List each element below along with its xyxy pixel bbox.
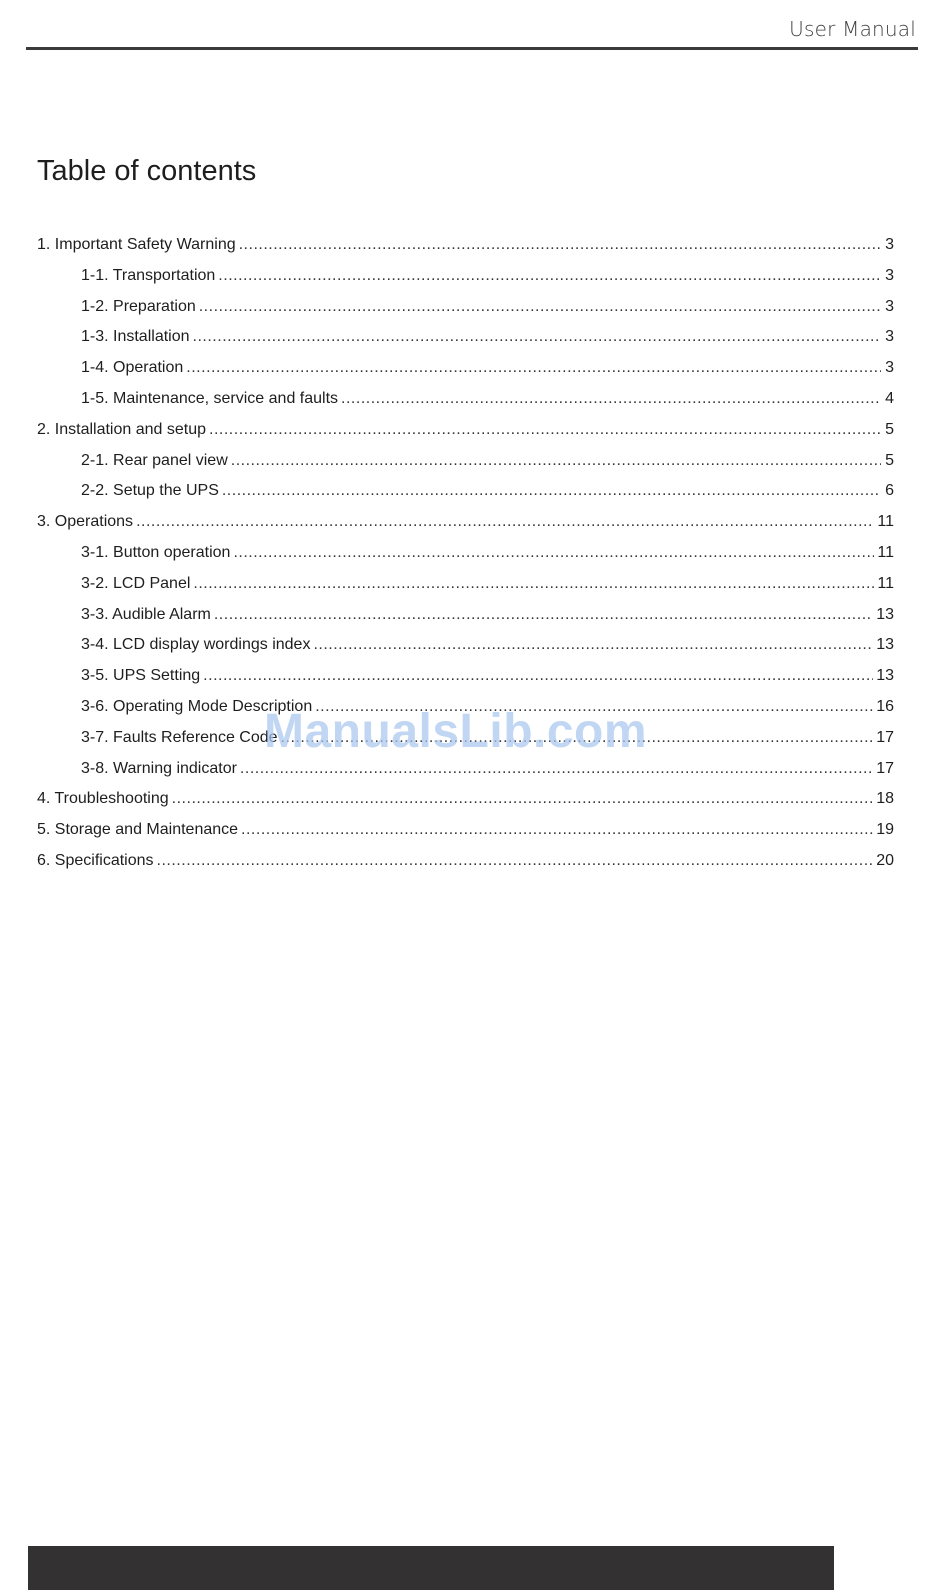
toc-dot-leader: [233, 544, 874, 562]
toc-entry-label: 3-1. Button operation: [81, 543, 231, 561]
toc-entry-page-number: 11: [877, 574, 894, 592]
toc-entry-label: 3. Operations: [37, 513, 134, 531]
toc-entry-page-number: 20: [876, 851, 894, 869]
toc-dot-leader: [281, 729, 874, 747]
toc-dot-leader: [209, 421, 881, 439]
toc-dot-leader: [157, 852, 874, 870]
toc-entry[interactable]: [37, 852, 894, 883]
toc-entry-page-number: 13: [876, 667, 894, 685]
toc-entry-label: 2-2. Setup the UPS: [81, 482, 219, 500]
toc-entry-page-number: 3: [885, 359, 894, 377]
toc-entry-page-number: 6: [885, 482, 894, 500]
toc-entry-label: 2-1. Rear panel view: [81, 451, 228, 469]
toc-entry-label: 3-6. Operating Mode Description: [81, 697, 313, 715]
toc-entry[interactable]: [37, 298, 894, 329]
toc-entry[interactable]: [37, 698, 894, 729]
toc-entry-page-number: 4: [885, 389, 894, 407]
toc-dot-leader: [172, 790, 874, 808]
toc-entry-page-number: 3: [885, 297, 894, 315]
toc-dot-leader: [241, 821, 873, 839]
toc-entry-label: 1-3. Installation: [81, 328, 190, 346]
toc-entry[interactable]: [37, 575, 894, 606]
header-title: User Manual: [789, 17, 916, 41]
toc-entry-page-number: 3: [885, 236, 894, 253]
toc-entry[interactable]: [37, 790, 894, 821]
toc-entry[interactable]: [37, 236, 894, 267]
toc-entry-label: 1-1. Transportation: [81, 266, 216, 284]
toc-entry-label: 3-8. Warning indicator: [81, 759, 237, 777]
toc-entry[interactable]: [37, 636, 894, 667]
toc-entry[interactable]: [37, 359, 894, 390]
toc-entry-page-number: 16: [876, 697, 894, 715]
toc-entry[interactable]: [37, 267, 894, 298]
toc-entry[interactable]: [37, 606, 894, 637]
toc-entry-page-number: 11: [877, 513, 894, 531]
toc-entry-page-number: 17: [876, 728, 894, 746]
toc-entry-page-number: 5: [885, 420, 894, 438]
toc-dot-leader: [203, 667, 873, 685]
toc-entry-label: 3-3. Audible Alarm: [81, 605, 211, 623]
toc-entry-label: 3-7. Faults Reference Code: [81, 728, 278, 746]
toc-entry-label: 1-5. Maintenance, service and faults: [81, 389, 339, 407]
toc-dot-leader: [313, 636, 873, 654]
toc-dot-leader: [214, 606, 873, 624]
toc-entry-label: 6. Specifications: [37, 851, 154, 869]
toc-entry[interactable]: [37, 482, 894, 513]
table-of-contents: [37, 236, 894, 883]
toc-entry[interactable]: [37, 544, 894, 575]
toc-entry[interactable]: [37, 821, 894, 852]
toc-dot-leader: [136, 513, 874, 531]
toc-dot-leader: [240, 760, 873, 778]
toc-entry[interactable]: [37, 421, 894, 452]
toc-dot-leader: [193, 328, 881, 346]
footer-bar: [28, 1546, 834, 1590]
toc-entry-page-number: 18: [876, 790, 894, 808]
toc-dot-leader: [199, 298, 881, 316]
toc-entry-page-number: 13: [876, 636, 894, 654]
toc-entry-label: 5. Storage and Maintenance: [37, 821, 239, 839]
watermark: ManualsLib.com: [264, 705, 648, 758]
toc-entry-page-number: 3: [885, 266, 894, 284]
toc-entry-label: 1-2. Preparation: [81, 297, 196, 315]
toc-dot-leader: [239, 236, 881, 254]
toc-entry-label: 3-2. LCD Panel: [81, 574, 191, 592]
toc-entry[interactable]: [37, 513, 894, 544]
toc-entry[interactable]: [37, 667, 894, 698]
toc-entry[interactable]: [37, 760, 894, 791]
toc-entry-label: 3-4. LCD display wordings index: [81, 636, 311, 654]
toc-entry-label: 4. Troubleshooting: [37, 790, 169, 808]
toc-entry-label: 1-4. Operation: [81, 359, 184, 377]
toc-entry-page-number: 19: [876, 821, 894, 839]
header-divider: [26, 47, 918, 50]
toc-entry[interactable]: [37, 729, 894, 760]
toc-entry-page-number: 17: [876, 759, 894, 777]
toc-entry-page-number: 13: [876, 605, 894, 623]
toc-entry-page-number: 3: [885, 328, 894, 346]
toc-entry-page-number: 5: [885, 451, 894, 469]
toc-entry-page-number: 11: [877, 543, 894, 561]
toc-entry-label: 3-5. UPS Setting: [81, 667, 201, 685]
toc-dot-leader: [231, 452, 881, 470]
toc-dot-leader: [186, 359, 881, 377]
toc-entry[interactable]: [37, 328, 894, 359]
toc-entry[interactable]: [37, 452, 894, 483]
toc-entry-label: 2. Installation and setup: [37, 420, 207, 438]
toc-dot-leader: [315, 698, 873, 716]
toc-entry[interactable]: [37, 390, 894, 421]
toc-dot-leader: [222, 482, 881, 500]
toc-dot-leader: [341, 390, 881, 408]
page-title: Table of contents: [37, 155, 257, 187]
toc-entry-label: 1. Important Safety Warning: [37, 236, 236, 253]
toc-dot-leader: [193, 575, 874, 593]
toc-dot-leader: [218, 267, 881, 285]
